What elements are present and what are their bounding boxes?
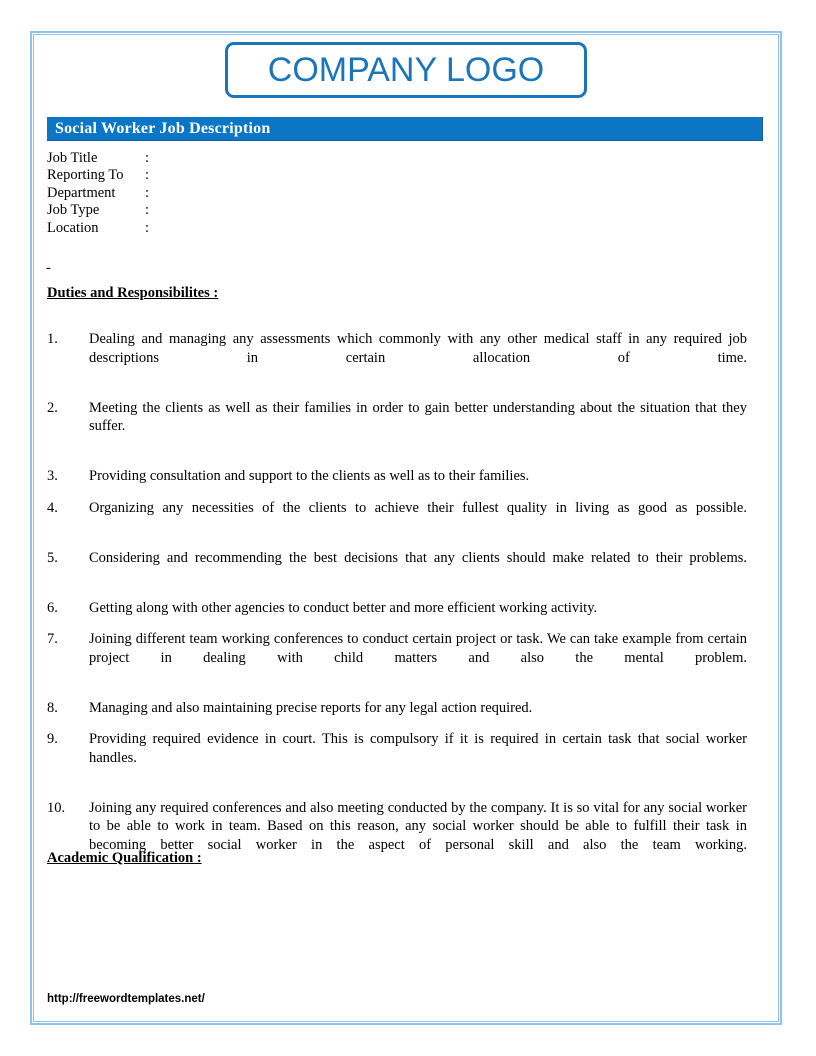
field-value-department[interactable]	[159, 185, 447, 202]
list-item	[47, 699, 747, 718]
list-item-text: Joining any required conferences and also meeting conducted by the company. It is so vital for any social worker to be able to work in team. Based on this reason, any social worker should be able to fulfill their task in becoming better social worker in the aspect of personal skill and also the team working.	[89, 799, 747, 853]
field-value-reporting-to[interactable]	[159, 167, 447, 184]
list-item-number: 1.	[47, 331, 58, 347]
field-colon-job-type: :	[145, 202, 150, 219]
field-value-job-type[interactable]	[159, 202, 447, 219]
list-item-number: 2.	[47, 399, 58, 416]
field-label-department: Department	[47, 184, 116, 201]
list-item-number: 6.	[47, 599, 58, 616]
company-logo-box	[225, 42, 587, 98]
list-item-text: Meeting the clients as well as their families in order to gain better understanding about the situation that they suffer.	[89, 399, 747, 434]
field-colon-reporting-to: :	[145, 167, 150, 184]
field-row-location	[47, 220, 447, 237]
list-item-number: 4.	[47, 499, 58, 516]
list-item-number: 8.	[47, 699, 58, 716]
list-item-text: Joining different team working conferences to conduct certain project or task. We can take example from certain project in dealing with child matters and also the mental problem.	[89, 631, 747, 666]
field-colon-location: :	[145, 219, 150, 236]
footer-url[interactable]: http://freewordtemplates.net/	[47, 993, 205, 1005]
field-label-location: Location	[47, 219, 99, 236]
field-row-job-type	[47, 202, 447, 219]
list-item-text: Managing and also maintaining precise reports for any legal action required.	[89, 699, 533, 716]
document-title-bar	[47, 117, 763, 141]
list-item-text: Providing required evidence in court. This is compulsory if it is required in certain task that social worker handles.	[89, 731, 747, 766]
field-label-job-title: Job Title	[47, 150, 98, 166]
job-info-fields	[47, 150, 447, 237]
list-item-text: Considering and recommending the best decisions that any clients should make related to their problems.	[89, 549, 747, 566]
field-colon-department: :	[145, 184, 150, 201]
academic-qualification-heading: Academic Qualification :	[47, 850, 202, 866]
field-value-location[interactable]	[159, 220, 447, 237]
field-row-reporting-to	[47, 167, 447, 184]
list-item-number: 10.	[47, 799, 66, 816]
duties-list	[47, 330, 747, 886]
field-value-job-title[interactable]	[159, 150, 447, 167]
list-item	[47, 599, 747, 618]
list-item	[47, 499, 747, 536]
list-item	[47, 630, 747, 686]
field-label-job-type: Job Type	[47, 202, 100, 219]
company-logo-text: COMPANY LOGO	[267, 51, 545, 89]
field-colon-job-title: :	[145, 150, 150, 166]
list-item-text: Getting along with other agencies to conduct better and more efficient working activity.	[89, 599, 598, 616]
list-item-number: 7.	[47, 631, 58, 647]
list-item-text: Dealing and managing any assessments which commonly with any other medical staff in any required job descriptions in certain allocation of time.	[89, 331, 747, 366]
list-item	[47, 399, 747, 455]
dash-mark: -	[46, 260, 51, 276]
list-item-number: 3.	[47, 468, 58, 484]
list-item	[47, 467, 747, 486]
field-row-job-title	[47, 150, 447, 167]
list-item-number: 9.	[47, 731, 58, 747]
list-item-number: 5.	[47, 549, 58, 566]
duties-section-heading: Duties and Responsibilites :	[47, 285, 219, 301]
list-item	[47, 549, 747, 586]
list-item	[47, 330, 747, 386]
list-item-text: Organizing any necessities of the clients to achieve their fullest quality in living as good as possible.	[89, 499, 747, 516]
field-label-reporting-to: Reporting To	[47, 167, 124, 184]
list-item	[47, 730, 747, 786]
list-item-text: Providing consultation and support to the clients as well as to their families.	[89, 468, 530, 484]
field-row-department	[47, 185, 447, 202]
page-title: Social Worker Job Description	[55, 119, 271, 137]
